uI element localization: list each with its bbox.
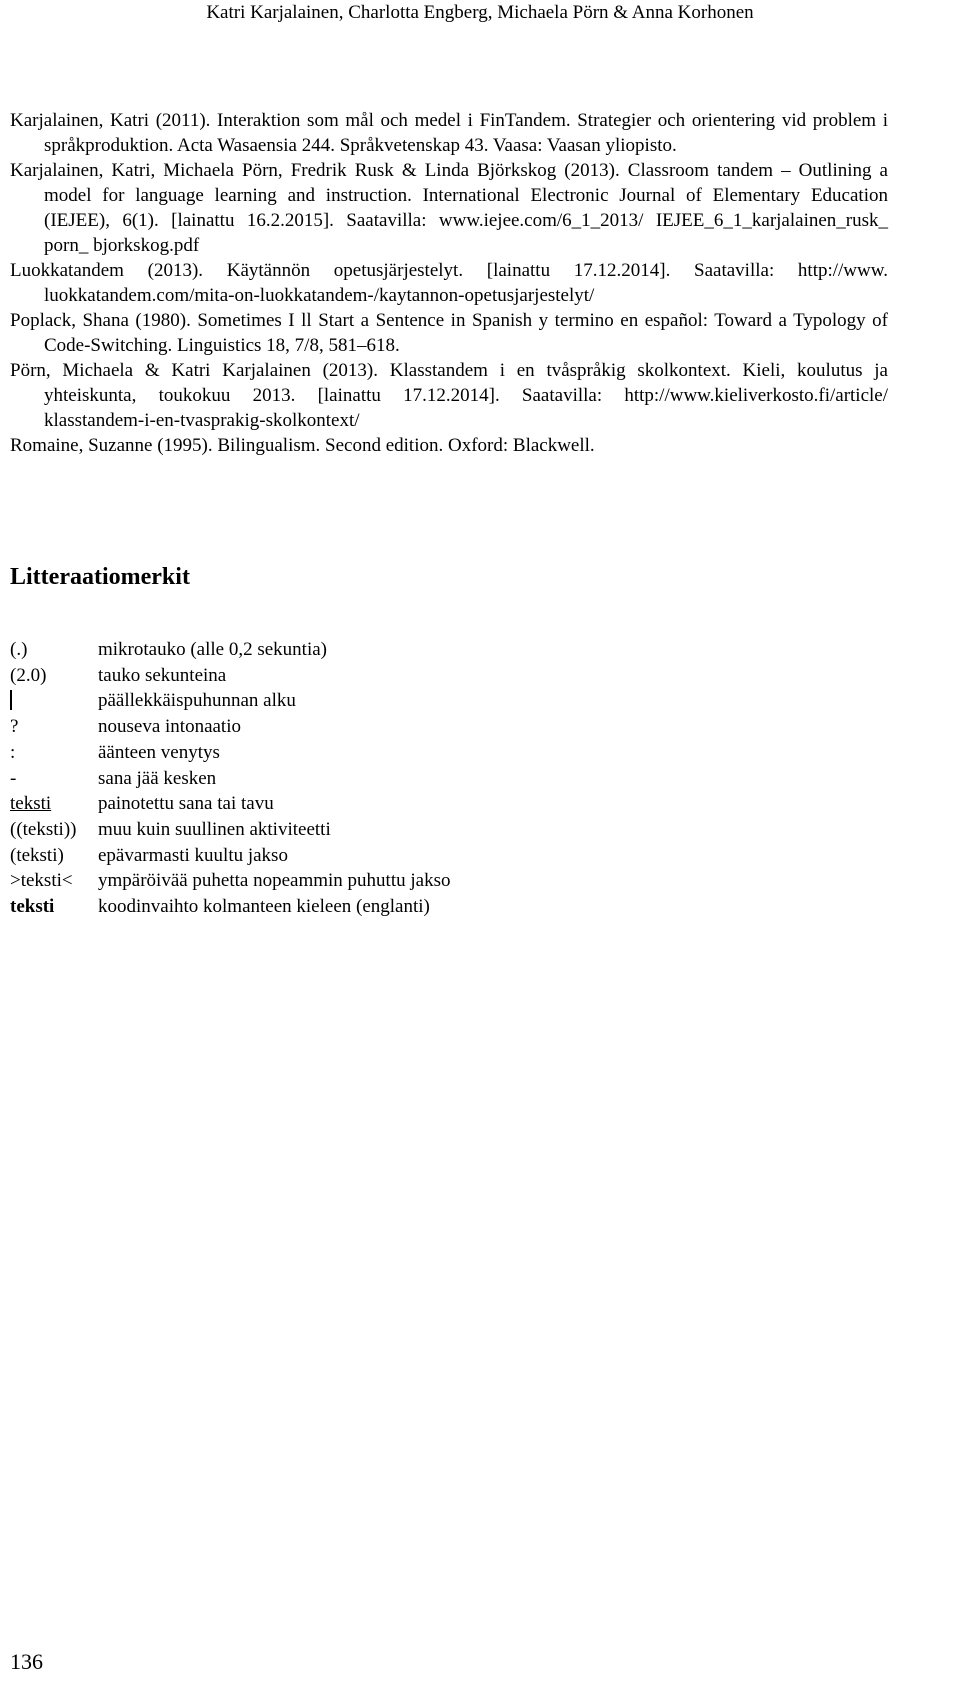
transcription-symbol-list — [10, 637, 450, 920]
symbol-meaning: muu kuin suullinen aktiviteetti — [98, 818, 331, 840]
symbol: (teksti) — [10, 844, 64, 866]
section-title: Litteraatiomerkit — [10, 564, 190, 590]
symbol-row — [10, 766, 450, 792]
symbol: (.) — [10, 639, 28, 660]
symbol: (2.0) — [10, 664, 47, 686]
symbol-row — [10, 740, 450, 766]
symbol-meaning: päällekkäispuhunnan alku — [98, 690, 296, 712]
reference-entry: Poplack, Shana (1980). Sometimes I ll Start a Sentence in Spanish y termino en español: Toward a Typology of Code-Switching. Linguistics 18, 7/8, 581–618. — [10, 310, 888, 356]
reference-entry: Luokkatandem (2013). Käytännön opetusjärjestelyt. [lainattu 17.12.2014]. Saatavilla: http://www. luokkatandem.com/mita-on-luokkatandem-/kaytannon-opetusjarjestelyt/ — [10, 260, 888, 306]
reference-entry: Karjalainen, Katri (2011). Interaktion som mål och medel i FinTandem. Strategier och orientering vid problem i språkproduktion. Acta Wasaensia 244. Språkvetenskap 43. Vaasa: Vaasan yliopisto. — [10, 110, 888, 156]
overlap-start-symbol — [10, 688, 98, 714]
symbol-row — [10, 894, 450, 920]
symbol-meaning: epävarmasti kuultu jakso — [98, 844, 288, 866]
reference-entry: Romaine, Suzanne (1995). Bilingualism. Second edition. Oxford: Blackwell. — [10, 435, 595, 456]
symbol: ? — [10, 716, 19, 738]
running-header: Katri Karjalainen, Charlotta Engberg, Michaela Pörn & Anna Korhonen — [206, 2, 754, 23]
symbol-meaning: koodinvaihto kolmanteen kieleen (englanti) — [98, 896, 430, 918]
reference-entry: Karjalainen, Katri, Michaela Pörn, Fredrik Rusk & Linda Björkskog (2013). Classroom tandem – Outlining a model for language learning and instruction. International Electronic Journal of Elementary Education (IEJEE), 6(1). [lainattu 16.2.2015]. Saatavilla: www.iejee.com/6_1_2013/ IEJEE_6_1_karjalainen_rusk_ porn_ bjorkskog.pdf — [10, 160, 888, 256]
symbol-meaning: sana jää kesken — [98, 767, 217, 789]
symbol-row — [10, 688, 450, 714]
symbol-meaning: nouseva intonaatio — [98, 716, 241, 738]
overlap-bar-icon — [10, 690, 12, 710]
symbol-meaning: tauko sekunteina — [98, 664, 227, 686]
symbol: : — [10, 741, 16, 763]
symbol-row — [10, 843, 450, 869]
page-number: 136 — [10, 1649, 43, 1674]
symbol: >teksti< — [10, 870, 73, 892]
reference-list — [10, 108, 888, 458]
symbol-meaning: äänteen venytys — [98, 741, 220, 763]
symbol: teksti — [10, 896, 55, 918]
symbol-row — [10, 663, 450, 689]
symbol-meaning: mikrotauko (alle 0,2 sekuntia) — [98, 639, 327, 660]
symbol-meaning: painotettu sana tai tavu — [98, 793, 274, 815]
symbol: - — [10, 767, 17, 789]
symbol-row — [10, 791, 450, 817]
symbol: ((teksti)) — [10, 818, 77, 840]
symbol-row — [10, 868, 450, 894]
reference-entry: Pörn, Michaela & Katri Karjalainen (2013). Klasstandem i en tvåspråkig skolkontext. Kieli, koulutus ja yhteiskunta, toukokuu 2013. [lainattu 17.12.2014]. Saatavilla: http://www.kieliverkosto.fi/article/ klasstandem-i-en-tvasprakig-skolkontext/ — [10, 360, 888, 431]
symbol-row — [10, 637, 450, 663]
symbol-meaning: ympäröivää puhetta nopeammin puhuttu jakso — [98, 870, 451, 892]
symbol-row — [10, 714, 450, 740]
symbol-row — [10, 817, 450, 843]
symbol: teksti — [10, 793, 52, 815]
